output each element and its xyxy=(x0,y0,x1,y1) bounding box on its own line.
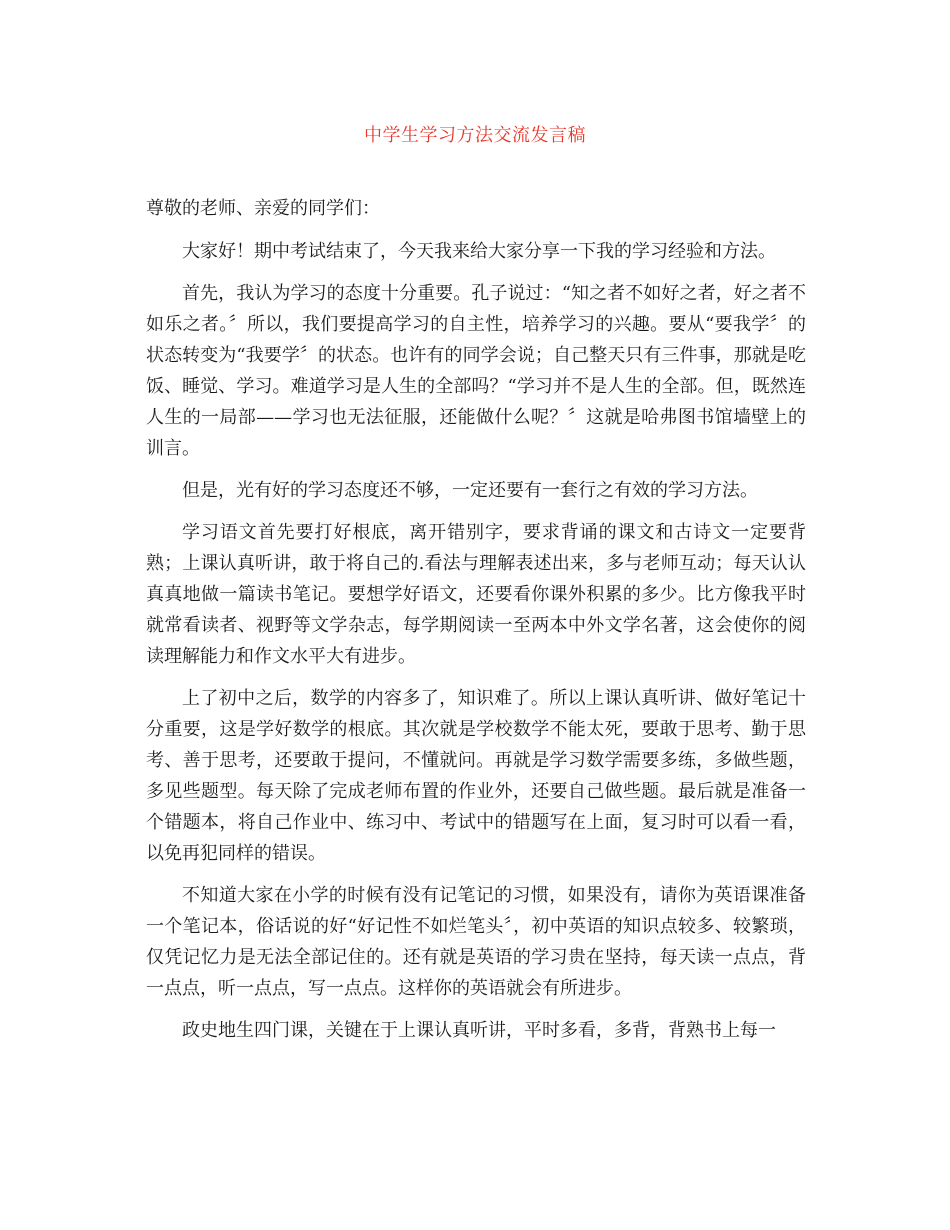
paragraph-method-intro: 但是，光有好的学习态度还不够，一定还要有一套行之有效的学习方法。 xyxy=(182,480,758,501)
document-title: 中学生学习方法交流发言稿 xyxy=(364,125,586,146)
paragraph-english: 不知道大家在小学的时候有没有记笔记的习惯，如果没有，请你为英语课准备一个笔记本，俗话说的好“好记性不如烂笔头〞，初中英语的知识点较多、较繁琐，仅凭记忆力是无法全部记住的。还有就是英语的学习贵在坚持，每天读一点点，背一点点，听一点点，写一点点。这样你的英语就会有所进步。 xyxy=(146,885,806,999)
paragraph-math: 上了初中之后，数学的内容多了，知识难了。所以上课认真听讲、做好笔记十分重要，这是学好数学的根底。其次就是学校数学不能太死，要敢于思考、勤于思考、善于思考，还要敢于提问，不懂就问。再就是学习数学需要多练，多做些题，多见些题型。每天除了完成老师布置的作业外，还要自己做些题。最后就是准备一个错题本，将自己作业中、练习中、考试中的错题写在上面，复习时可以看一看，以免再犯同样的错误。 xyxy=(146,688,806,864)
salutation: 尊敬的老师、亲爱的同学们： xyxy=(146,198,380,219)
document-body xyxy=(146,193,806,1057)
paragraph-attitude: 首先，我认为学习的态度十分重要。孔子说过：“知之者不如好之者，好之者不如乐之者。〞所以，我们要提高学习的自主性，培养学习的兴趣。要从“要我学〞的状态转变为“我要学〞的状态。也许有的同学会说；自己整天只有三件事，那就是吃饭、睡觉、学习。难道学习是人生的全部吗？“学习并不是人生的全部。但，既然连人生的一局部——学习也无法征服，还能做什么呢？〞这就是哈弗图书馆墙壁上的训言。 xyxy=(146,283,806,459)
paragraph-other-subjects: 政史地生四门课，关键在于上课认真听讲，平时多看，多背，背熟书上每一 xyxy=(182,1020,776,1041)
paragraph-greeting: 大家好！期中考试结束了，今天我来给大家分享一下我的学习经验和方法。 xyxy=(182,241,776,262)
paragraph-chinese: 学习语文首先要打好根底，离开错别字，要求背诵的课文和古诗文一定要背熟；上课认真听讲，敢于将自己的.看法与理解表述出来，多与老师互动；每天认认真真地做一篇读书笔记。要想学好语文，还要看你课外积累的多少。比方像我平时就常看读者、视野等文学杂志，每学期阅读一至两本中外文学名著，这会使你的阅读理解能力和作文水平大有进步。 xyxy=(146,522,806,667)
